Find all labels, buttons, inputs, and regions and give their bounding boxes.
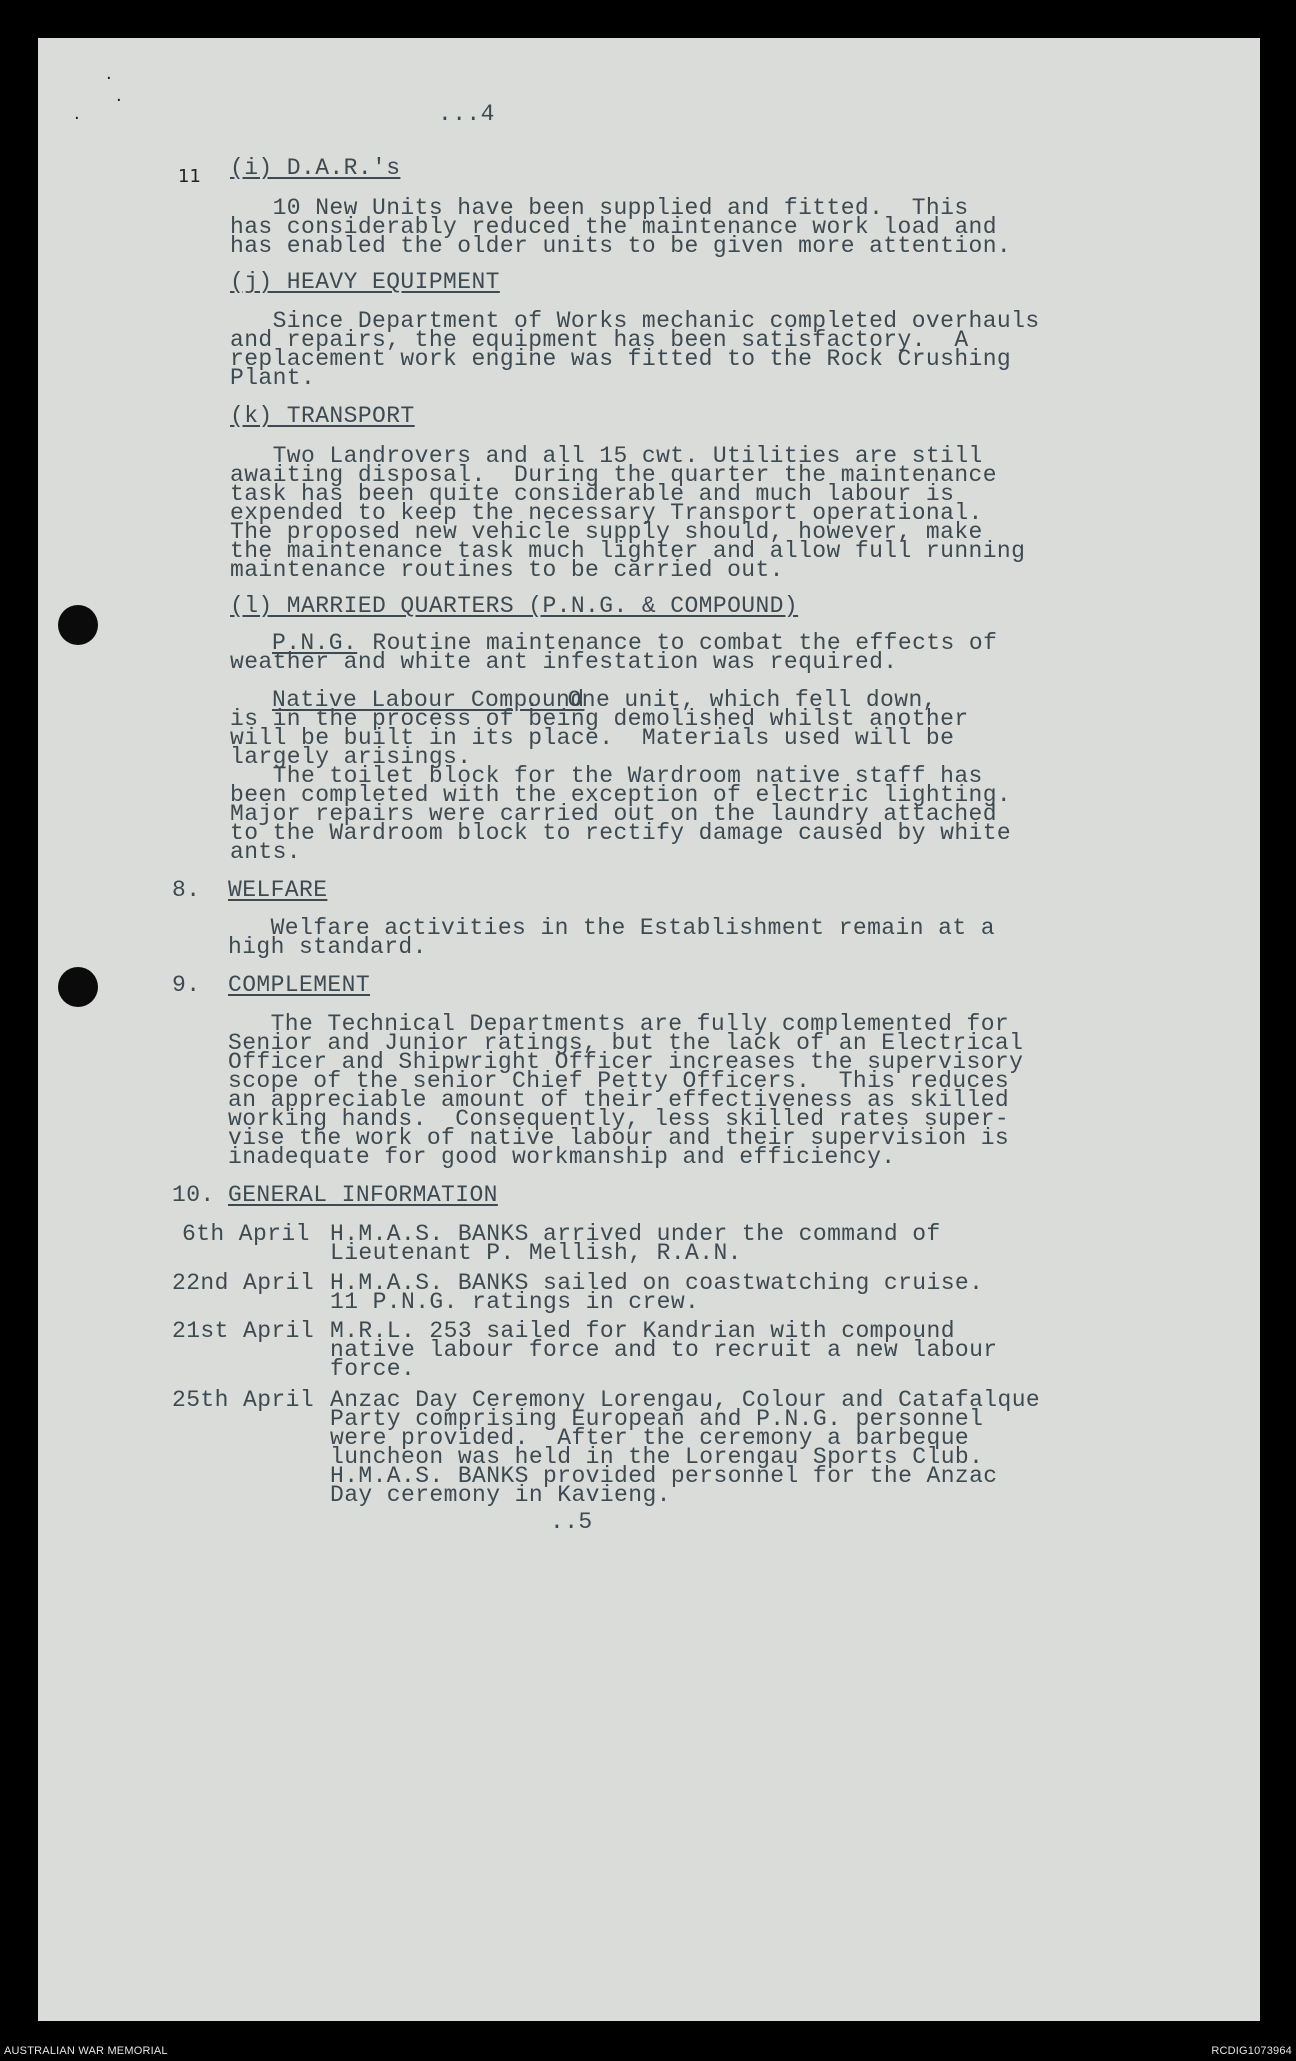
paragraph-line: Plant. [230, 365, 316, 391]
footer-archive-label: AUSTRALIAN WAR MEMORIAL [4, 2045, 168, 2057]
paragraph-line: Officer and Shipwright Officer increases the supervisory [228, 1049, 1024, 1075]
punch-hole [58, 967, 98, 1007]
paragraph-line: high standard. [228, 934, 427, 960]
paragraph-line: is in the process of being demolished whilst another [230, 706, 969, 732]
entry-line: Anzac Day Ceremony Lorengau, Colour and Catafalque [330, 1387, 1041, 1413]
section-number: 10. [172, 1182, 215, 1208]
paragraph-line: The proposed new vehicle supply should, however, make [230, 519, 983, 545]
entry-date: 25th April [172, 1387, 315, 1413]
paragraph-line: the maintenance task much lighter and allow full running [230, 538, 1026, 564]
paragraph-line: Senior and Junior ratings, but the lack of an Electrical [228, 1030, 1024, 1056]
entry-line: H.M.A.S. BANKS arrived under the command of [330, 1221, 941, 1247]
paragraph-line: The toilet block for the Wardroom native staff has [230, 763, 983, 789]
paragraph-line: maintenance routines to be carried out. [230, 557, 784, 583]
paragraph-line: ants. [230, 839, 302, 865]
entry-line: luncheon was held in the Lorengau Sports Club. [330, 1444, 984, 1470]
paragraph-line: and repairs, the equipment has been satisfactory. A [230, 327, 969, 353]
paragraph-line: has enabled the older units to be given more attention. [230, 233, 1012, 259]
paragraph-line: Two Landrovers and all 15 cwt. Utilities are still [230, 443, 983, 469]
paragraph-line: working hands. Consequently, less skilled rates super- [228, 1106, 1010, 1132]
section-heading-transport: (k) TRANSPORT [230, 403, 415, 429]
section-heading-married-quarters: (l) MARRIED QUARTERS (P.N.G. & COMPOUND) [230, 593, 799, 619]
paragraph-line: will be built in its place. Materials used will be [230, 725, 955, 751]
paragraph-line: to the Wardroom block to rectify damage caused by white [230, 820, 1012, 846]
subheading-native-labour-compound: Native Labour Compound [272, 687, 585, 713]
paragraph-line: largely arisings. [230, 744, 472, 770]
page-reference: ...4 [438, 101, 495, 127]
handwritten-mark: 11 [178, 166, 201, 187]
entry-line: force. [330, 1356, 416, 1382]
subheading-png: P.N.G. [272, 630, 358, 656]
footer-record-id: RCDIG1073964 [1211, 2045, 1292, 2057]
pencil-dot: · [106, 68, 112, 89]
pencil-dot: · [74, 108, 80, 129]
section-heading-complement: COMPLEMENT [228, 972, 371, 998]
paragraph-line: Since Department of Works mechanic completed overhauls [230, 308, 1040, 334]
next-page-reference: ..5 [550, 1509, 593, 1535]
entry-date: 22nd April [172, 1270, 315, 1296]
paragraph-line: task has been quite considerable and much labour is [230, 481, 955, 507]
paragraph-line: weather and white ant infestation was required. [230, 649, 898, 675]
paragraph-line: expended to keep the necessary Transport operational. [230, 500, 983, 526]
entry-line: were provided. After the ceremony a barbeque [330, 1425, 970, 1451]
paragraph-line: been completed with the exception of electric lighting. [230, 782, 1012, 808]
paragraph-line: replacement work engine was fitted to the Rock Crushing [230, 346, 1012, 372]
paragraph-line: scope of the senior Chief Petty Officers. This reduces [228, 1068, 1010, 1094]
section-heading-dars: (i) D.A.R.'s [230, 155, 401, 181]
entry-line: Party comprising European and P.N.G. personnel [330, 1406, 984, 1432]
paragraph-line: has considerably reduced the maintenance work load and [230, 214, 997, 240]
section-heading-welfare: WELFARE [228, 877, 328, 903]
punch-hole [58, 605, 98, 645]
paragraph-line: awaiting disposal. During the quarter the maintenance [230, 462, 997, 488]
paragraph-line: inadequate for good workmanship and efficiency. [228, 1144, 896, 1170]
paragraph-line: an appreciable amount of their effectiveness as skilled [228, 1087, 1010, 1113]
entry-line: Lieutenant P. Mellish, R.A.N. [330, 1240, 742, 1266]
pencil-dot: · [116, 90, 122, 111]
entry-line: H.M.A.S. BANKS provided personnel for the Anzac [330, 1463, 998, 1489]
entry-line: H.M.A.S. BANKS sailed on coastwatching cruise. [330, 1270, 984, 1296]
paragraph-line: Major repairs were carried out on the laundry attached [230, 801, 997, 827]
paragraph-line: vise the work of native labour and their supervision is [228, 1125, 1010, 1151]
section-number: 8. [172, 877, 201, 903]
entry-line: native labour force and to recruit a new labour [330, 1337, 998, 1363]
paragraph-line: 10 New Units have been supplied and fitted. This [230, 195, 969, 221]
section-heading-general-information: GENERAL INFORMATION [228, 1182, 498, 1208]
paragraph-line: The Technical Departments are fully complemented for [228, 1011, 1010, 1037]
section-heading-heavy-equipment: (j) HEAVY EQUIPMENT [230, 269, 500, 295]
entry-line: 11 P.N.G. ratings in crew. [330, 1289, 700, 1315]
entry-date: 21st April [172, 1318, 315, 1344]
document-page [38, 38, 1260, 2021]
entry-line: M.R.L. 253 sailed for Kandrian with compound [330, 1318, 955, 1344]
paragraph-line: Routine maintenance to combat the effects of [344, 630, 998, 656]
entry-date: 6th April [182, 1221, 310, 1247]
paragraph-line: . One unit, which fell down, [525, 687, 937, 713]
entry-line: Day ceremony in Kavieng. [330, 1482, 671, 1508]
paragraph-line: Welfare activities in the Establishment remain at a [228, 915, 995, 941]
section-number: 9. [172, 972, 201, 998]
